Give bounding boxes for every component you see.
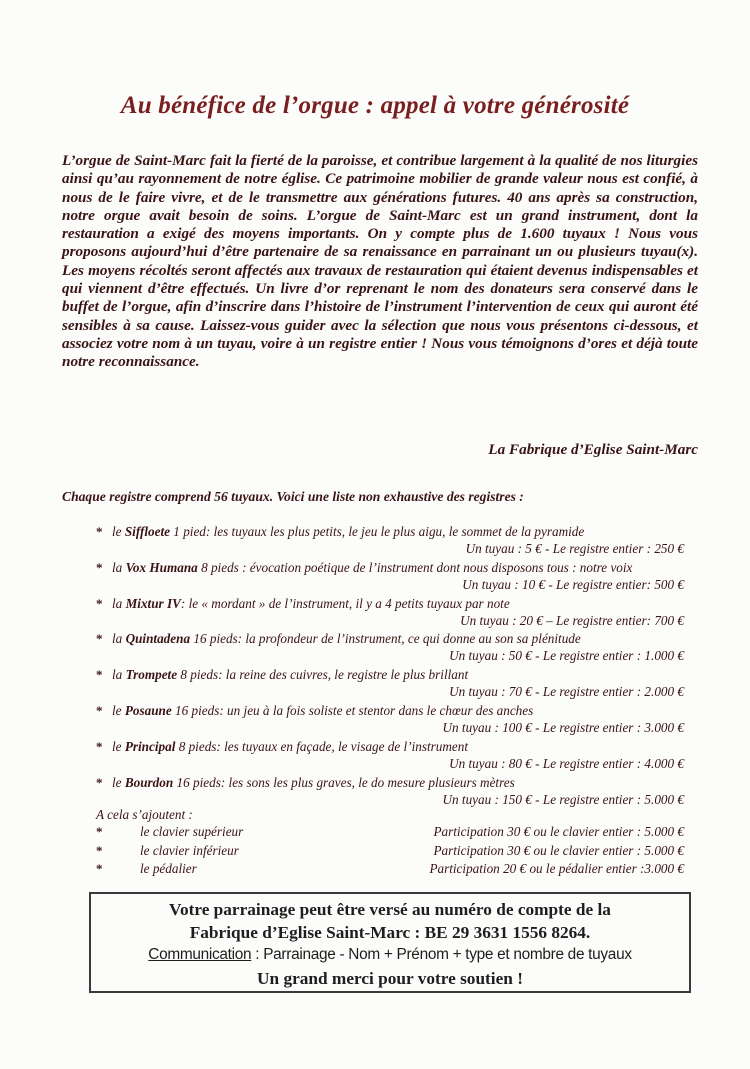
register-article: la — [112, 631, 123, 647]
bullet-asterisk: * — [96, 842, 103, 858]
additions-list — [0, 824, 750, 880]
bullet-asterisk: * — [96, 861, 103, 876]
registers-intro: Chaque registre comprend 56 tuyaux. Voici une liste non exhaustive des registres : — [62, 489, 524, 504]
payment-account-line: Fabrique d’Eglise Saint-Marc : BE 29 3631 1556 8264. — [189, 923, 591, 942]
payment-thanks-line: Un grand merci pour votre soutien ! — [257, 969, 523, 988]
register-price: Un tuyau : 10 € - Le registre entier: 500 € — [462, 576, 684, 592]
register-name: Vox Humana — [125, 559, 198, 575]
bullet-asterisk: * — [96, 595, 103, 611]
register-item — [0, 667, 750, 703]
register-description — [112, 560, 632, 576]
register-desc: 8 pieds: les tuyaux en façade, le visage de l’instrument — [178, 738, 469, 754]
register-price: Un tuyau : 5 € - Le registre entier : 250 € — [465, 541, 684, 556]
register-desc: 8 pieds : évocation poétique de l’instrument dont nous disposons tous : notre voix — [201, 559, 633, 575]
register-desc: : le « mordant » de l’instrument, il y a 4 petits tuyaux par note — [180, 595, 510, 611]
register-desc: 1 pied: les tuyaux les plus petits, le jeu le plus aigu, le sommet de la pyramide — [173, 524, 585, 539]
communication-label: Communication — [148, 946, 252, 963]
bullet-asterisk: * — [96, 559, 103, 575]
payment-line-1: Votre parrainage peut être versé au numéro de compte de la — [169, 900, 611, 919]
bullet-asterisk: * — [96, 824, 103, 839]
register-description — [112, 667, 468, 683]
register-description — [112, 524, 584, 540]
register-desc: 16 pieds: les sons les plus graves, le do mesure plusieurs mètres — [176, 774, 515, 790]
register-price: Un tuyau : 20 € – Le registre entier: 700 € — [460, 612, 684, 628]
addition-price: Participation 30 € ou le clavier entier : 5.000 € — [433, 842, 684, 858]
additions-heading: A cela s’ajoutent : — [96, 807, 193, 822]
register-item — [0, 524, 750, 560]
register-description — [112, 703, 533, 719]
register-item — [0, 703, 750, 739]
addition-name: le clavier supérieur — [140, 824, 244, 839]
bullet-asterisk: * — [96, 667, 103, 683]
register-name: Trompete — [125, 667, 178, 683]
register-article: le — [112, 738, 122, 754]
register-item — [0, 596, 750, 632]
intro-paragraph: L’orgue de Saint-Marc fait la fierté de la paroisse, et contribue largement à la qualité de nos liturgies ainsi qu’au rayonnement de notre église. Ce patrimoine mobilier de grande valeur nous est confié, à nous de le faire vivre, et de le transmettre aux générations futures. 40 ans après sa construction, notre orgue avait besoin de soins. L’orgue de Saint-Marc est un grand instrument, dont la restauration a exigé des moyens importants. On y compte plus de 1.600 tuyaux ! Nous vous proposons aujourd’hui d’être partenaire de sa renaissance en parrainant un ou plusieurs tuyau(x). Les moyens récoltés seront affectés aux travaux de restauration qui étaient devenus indispensables et qui viennent d’être effectués. Un livre d’or reprenant le nom des donateurs sera conservé dans le buffet de l’orgue, afin d’inscrire dans l’histoire de l’instrument l’intervention de ceux qui auront été sensibles à sa cause. Laissez-vous guider avec la sélection que nous vous présentons ci-dessous, et associez votre nom à un tuyau, voire à un registre entier ! Nous vous témoignons d’ores et déjà toute notre reconnaissance. — [62, 152, 698, 371]
register-name: Siffloete — [124, 524, 170, 539]
register-price: Un tuyau : 150 € - Le registre entier : 5.000 € — [442, 791, 684, 807]
registers-list — [0, 524, 750, 810]
bullet-asterisk: * — [96, 702, 103, 718]
register-article: le — [112, 774, 122, 790]
register-desc: 8 pieds: la reine des cuivres, le registre le plus brillant — [180, 667, 469, 683]
bullet-asterisk: * — [96, 738, 103, 754]
intro-signature: La Fabrique d’Eglise Saint-Marc — [488, 441, 698, 458]
register-name: Posaune — [124, 702, 172, 718]
register-name: Quintadena — [125, 631, 191, 647]
register-article: le — [112, 702, 122, 718]
payment-communication-line — [91, 946, 689, 964]
register-article: le — [112, 524, 122, 539]
payment-box — [89, 892, 691, 993]
register-price: Un tuyau : 100 € - Le registre entier : 3.000 € — [442, 719, 684, 735]
register-article: la — [112, 559, 123, 575]
register-price: Un tuyau : 80 € - Le registre entier : 4.000 € — [449, 755, 684, 771]
register-name: Mixtur IV — [125, 595, 181, 611]
register-price: Un tuyau : 70 € - Le registre entier : 2.000 € — [449, 684, 684, 700]
addition-item — [0, 843, 750, 862]
register-article: la — [112, 595, 123, 611]
register-price: Un tuyau : 50 € - Le registre entier : 1.000 € — [449, 648, 684, 664]
register-item — [0, 739, 750, 775]
register-item — [0, 560, 750, 596]
register-item — [0, 631, 750, 667]
communication-text: : Parrainage - Nom + Prénom + type et nombre de tuyaux — [251, 946, 632, 963]
register-description — [112, 775, 515, 791]
register-description — [112, 739, 468, 755]
page-title: Au bénéfice de l’orgue : appel à votre générosité — [120, 92, 630, 119]
addition-name: le clavier inférieur — [140, 842, 239, 858]
addition-item — [0, 861, 750, 880]
register-name: Principal — [124, 738, 176, 754]
bullet-asterisk: * — [96, 524, 103, 539]
bullet-asterisk: * — [96, 631, 103, 647]
addition-price: Participation 20 € ou le pédalier entier :3.000 € — [429, 861, 684, 876]
register-description — [112, 596, 510, 612]
register-item — [0, 775, 750, 811]
register-desc: 16 pieds: un jeu à la fois soliste et stentor dans le chœur des anches — [175, 702, 534, 718]
register-desc: 16 pieds: la profondeur de l’instrument, ce qui donne au son sa plénitude — [193, 631, 581, 647]
register-article: la — [112, 667, 123, 683]
bullet-asterisk: * — [96, 774, 103, 790]
addition-price: Participation 30 € ou le clavier entier : 5.000 € — [433, 824, 684, 839]
addition-name: le pédalier — [140, 861, 197, 876]
register-name: Bourdon — [124, 774, 174, 790]
register-description — [112, 631, 581, 647]
addition-item — [0, 824, 750, 843]
